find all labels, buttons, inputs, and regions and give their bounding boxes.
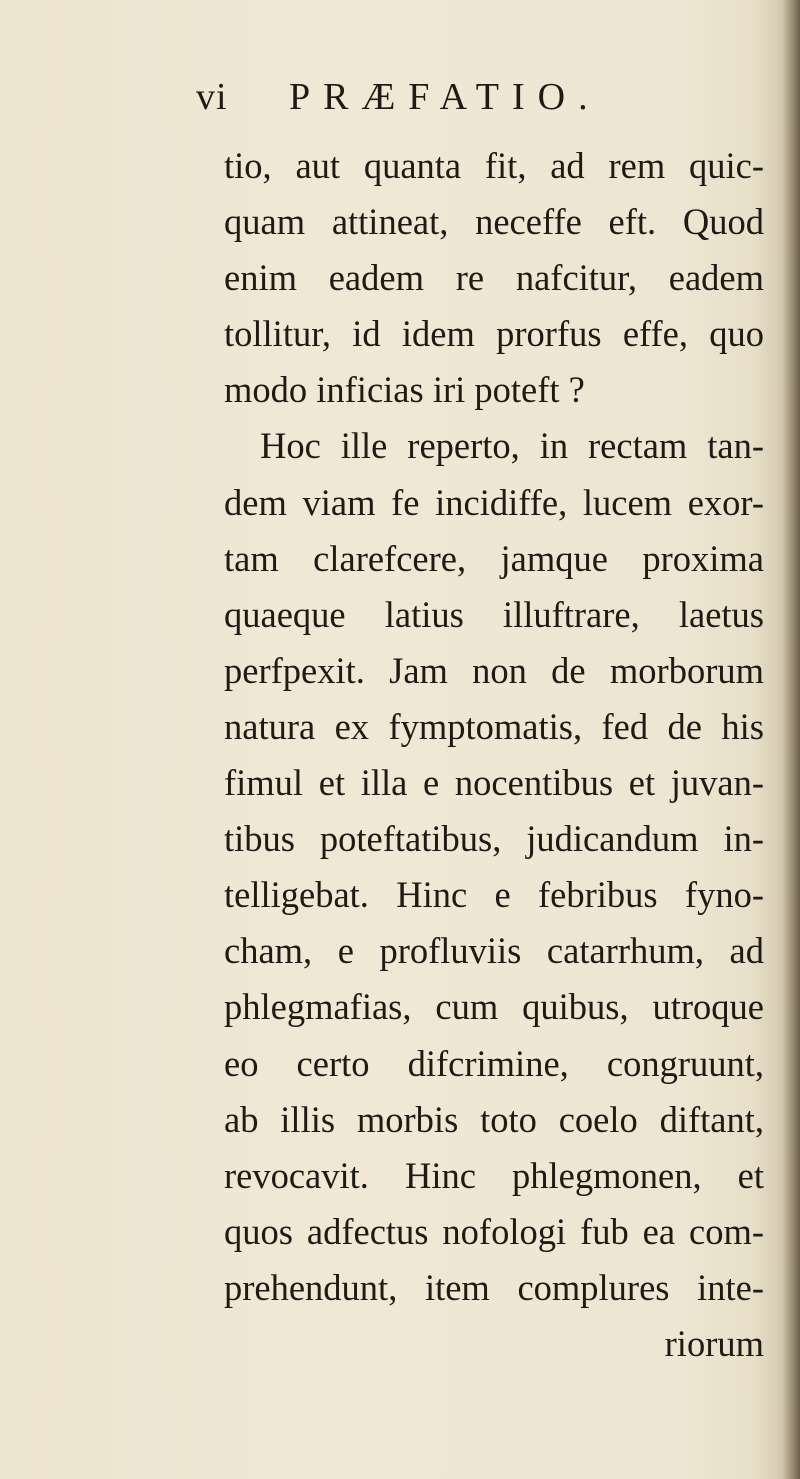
text-line: perfpexit. Jam non de morborum xyxy=(224,649,764,691)
text-line: tollitur, id idem prorfus effe, quo xyxy=(224,313,764,355)
text-line: cham, e profluviis catarrhum, ad xyxy=(224,930,764,972)
text-line: natura ex fymptomatis, fed de his xyxy=(224,705,764,747)
page-header xyxy=(196,72,676,122)
text-line: quaeque latius illuftrare, laetus xyxy=(224,593,764,635)
text-line: ab illis morbis toto coelo diftant, xyxy=(224,1098,764,1140)
text-line: tam clarefcere, jamque proxima xyxy=(224,537,764,579)
text-line: revocavit. Hinc phlegmonen, et xyxy=(224,1154,764,1196)
text-line: telligebat. Hinc e febribus fyno- xyxy=(224,874,764,916)
text-line: eo certo difcrimine, congruunt, xyxy=(224,1042,764,1084)
page-number: vi xyxy=(196,76,228,118)
text-line: prehendunt, item complures inte- xyxy=(224,1266,764,1308)
text-line: quam attineat, neceffe eft. Quod xyxy=(224,201,764,243)
text-line: quos adfectus nofologi fub ea com- xyxy=(224,1210,764,1252)
catchword: riorum xyxy=(664,1322,764,1364)
text-line: modo inficias iri poteft ? xyxy=(224,369,585,411)
text-line: tibus poteftatibus, judicandum in- xyxy=(224,818,764,860)
text-line: enim eadem re nafcitur, eadem xyxy=(224,257,764,299)
text-line: dem viam fe incidiffe, lucem exor- xyxy=(224,481,764,523)
text-line: tio, aut quanta fit, ad rem quic- xyxy=(224,145,764,186)
page-gutter-shadow xyxy=(782,0,800,1479)
running-title: PRÆFATIO. xyxy=(289,76,601,118)
text-line: phlegmafias, cum quibus, utroque xyxy=(224,986,764,1028)
body-text xyxy=(224,138,764,1372)
text-line-paragraph-start: Hoc ille reperto, in rectam tan- xyxy=(260,425,764,467)
text-line: fimul et illa e nocentibus et juvan- xyxy=(224,762,764,804)
